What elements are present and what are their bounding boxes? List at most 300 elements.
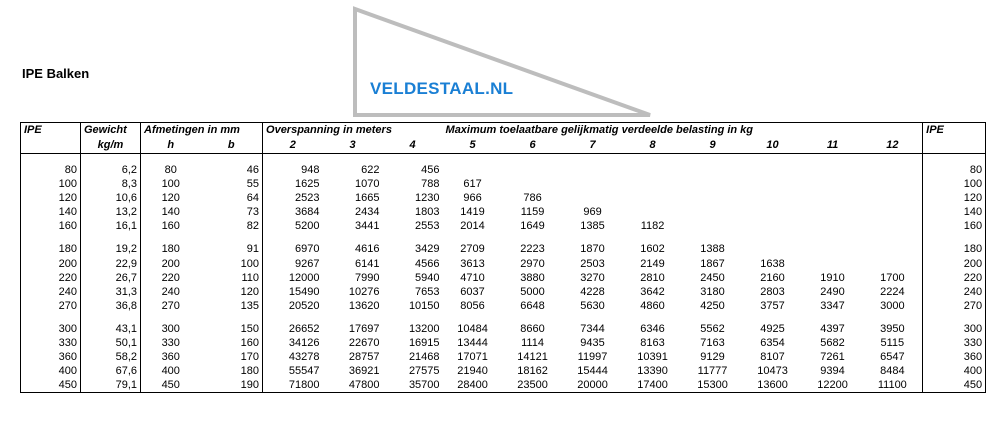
ipe-right-cell: 180 [923, 242, 986, 256]
load-cell: 1700 [880, 271, 905, 284]
load-cell: 10391 [637, 351, 668, 364]
table-row [21, 191, 986, 205]
load-cell: 6354 [760, 337, 785, 350]
h-cell: 240 [161, 285, 180, 298]
load-cell: 35700 [383, 378, 443, 393]
load-cell: 1388 [700, 243, 725, 256]
b-cell: 64 [201, 191, 263, 205]
ipe-right-cell: 360 [923, 350, 986, 364]
b-cell: 160 [201, 336, 263, 350]
spacer-cell [503, 313, 563, 322]
h-cell: 270 [161, 299, 180, 312]
load-cell: 16915 [408, 337, 440, 350]
gewicht-cell: 79,1 [81, 378, 141, 393]
load-cell [803, 177, 863, 191]
load-cell: 5115 [880, 337, 905, 350]
load-cell: 5682 [820, 337, 845, 350]
load-cell: 22670 [348, 337, 380, 350]
load-cell: 2503 [580, 257, 605, 270]
spacer-cell [21, 313, 81, 322]
load-cell: 17400 [623, 378, 683, 393]
b-cell: 100 [201, 257, 263, 271]
load-cell: 11997 [577, 351, 608, 364]
spacer-cell [263, 154, 323, 164]
load-cell: 7990 [355, 271, 380, 284]
header-ipe-left: IPE [21, 123, 81, 139]
table-row [21, 205, 986, 219]
load-cell [443, 163, 503, 177]
load-cell [743, 219, 803, 233]
h-cell: 360 [161, 351, 180, 364]
load-cell: 4860 [640, 299, 665, 312]
load-cell [803, 163, 863, 177]
load-cell: 969 [583, 206, 602, 219]
load-cell: 1867 [700, 257, 725, 270]
load-cell: 1070 [355, 178, 380, 191]
header-span-8: 8 [623, 138, 683, 154]
load-cell: 10150 [408, 299, 440, 312]
b-cell: 190 [201, 378, 263, 393]
load-cell: 6141 [355, 257, 380, 270]
load-cell: 4397 [820, 322, 845, 335]
header-span-5: 5 [443, 138, 503, 154]
spacer-cell [443, 313, 503, 322]
header-span-10: 10 [743, 138, 803, 154]
table-row [21, 219, 986, 233]
gewicht-cell: 19,2 [81, 242, 141, 256]
load-cell: 27575 [408, 365, 440, 378]
load-cell: 617 [463, 178, 482, 191]
spacer-cell [141, 233, 201, 242]
load-cell [863, 163, 923, 177]
spacer-row [21, 154, 986, 164]
spacer-cell [21, 154, 81, 164]
spacer-cell [923, 233, 986, 242]
load-cell [863, 257, 923, 271]
header-overspanning: Overspanning in meters [263, 123, 443, 139]
ipe-right-cell: 100 [923, 177, 986, 191]
load-cell: 9267 [295, 257, 320, 270]
ipe-cell: 200 [21, 257, 81, 271]
table-row [21, 364, 986, 378]
load-cell [803, 242, 863, 256]
load-cell: 3180 [700, 285, 725, 298]
spacer-cell [21, 233, 81, 242]
load-cell: 6970 [295, 243, 320, 256]
table-row [21, 257, 986, 271]
spacer-cell [683, 313, 743, 322]
header-h: h [141, 138, 201, 154]
b-cell: 82 [201, 219, 263, 233]
table-row [21, 242, 986, 256]
page-title: IPE Balken [22, 66, 90, 81]
load-cell: 8484 [880, 365, 905, 378]
load-cell: 13200 [408, 322, 440, 335]
spacer-cell [743, 233, 803, 242]
table-row [21, 177, 986, 191]
header-ipe-right-unit [923, 138, 986, 154]
spacer-cell [443, 233, 503, 242]
header-span-4: 4 [383, 138, 443, 154]
spacer-row [21, 313, 986, 322]
logo-triangle [350, 5, 670, 127]
load-cell: 15490 [288, 285, 320, 298]
load-cell [683, 191, 743, 205]
ipe-cell: 220 [21, 271, 81, 285]
load-cell: 2224 [880, 285, 905, 298]
load-cell: 6037 [460, 285, 485, 298]
load-cell: 4616 [355, 243, 380, 256]
spacer-row [21, 233, 986, 242]
load-cell: 3642 [640, 285, 665, 298]
spacer-cell [263, 233, 323, 242]
ipe-right-cell: 330 [923, 336, 986, 350]
load-cell: 948 [301, 164, 320, 176]
header-gewicht: Gewicht [81, 123, 141, 139]
table-row [21, 299, 986, 313]
spacer-cell [383, 233, 443, 242]
spacer-cell [563, 313, 623, 322]
load-cell: 6547 [880, 351, 905, 364]
b-cell: 110 [201, 271, 263, 285]
load-cell: 1803 [415, 206, 440, 219]
spacer-cell [803, 233, 863, 242]
load-cell: 3880 [520, 271, 545, 284]
ipe-right-cell: 400 [923, 364, 986, 378]
load-cell: 17697 [348, 322, 380, 335]
spacer-cell [803, 313, 863, 322]
spacer-cell [201, 313, 263, 322]
load-cell [743, 191, 803, 205]
load-cell [743, 205, 803, 219]
gewicht-cell: 13,2 [81, 205, 141, 219]
load-cell [503, 163, 563, 177]
b-cell: 135 [201, 299, 263, 313]
spacer-cell [623, 313, 683, 322]
load-cell: 1602 [640, 243, 665, 256]
gewicht-cell: 36,8 [81, 299, 141, 313]
ipe-cell: 160 [21, 219, 81, 233]
load-cell [803, 191, 863, 205]
load-cell: 6648 [520, 299, 545, 312]
spacer-cell [563, 154, 623, 164]
table-row [21, 336, 986, 350]
header-span-2: 2 [263, 138, 323, 154]
load-cell: 1182 [640, 220, 665, 233]
load-cell: 9394 [820, 365, 845, 378]
load-cell [863, 191, 923, 205]
load-cell [623, 191, 683, 205]
spacer-cell [323, 233, 383, 242]
load-cell: 7163 [700, 337, 725, 350]
load-cell: 1159 [520, 206, 545, 219]
load-cell: 71800 [263, 378, 323, 393]
b-cell: 170 [201, 350, 263, 364]
ipe-cell: 80 [21, 163, 81, 177]
ipe-right-cell: 160 [923, 219, 986, 233]
spacer-cell [683, 154, 743, 164]
load-cell: 788 [421, 178, 440, 191]
load-cell: 2970 [520, 257, 545, 270]
spacer-cell [743, 154, 803, 164]
gewicht-cell: 58,2 [81, 350, 141, 364]
header-span-3: 3 [323, 138, 383, 154]
load-cell: 14121 [517, 351, 548, 364]
header-span-11: 11 [803, 138, 863, 154]
load-cell: 55547 [288, 365, 320, 378]
load-cell [803, 205, 863, 219]
header-afmetingen: Afmetingen in mm [141, 123, 263, 139]
load-cell [503, 177, 563, 191]
ipe-cell: 100 [21, 177, 81, 191]
ipe-cell: 330 [21, 336, 81, 350]
header-span-7: 7 [563, 138, 623, 154]
load-cell: 1665 [355, 192, 380, 205]
gewicht-cell: 22,9 [81, 257, 141, 271]
load-cell: 13390 [637, 365, 668, 378]
load-cell [563, 191, 623, 205]
load-cell: 10276 [348, 285, 380, 298]
load-cell: 8107 [760, 351, 785, 364]
header-gewicht-unit: kg/m [81, 138, 141, 154]
load-cell: 28400 [443, 378, 503, 393]
h-cell: 140 [161, 206, 180, 219]
table-row [21, 350, 986, 364]
load-cell: 5000 [520, 285, 545, 298]
load-cell: 4925 [760, 322, 785, 335]
load-cell: 9129 [700, 351, 725, 364]
load-cell: 3347 [820, 299, 845, 312]
load-cell: 7344 [580, 322, 605, 335]
load-cell: 3270 [580, 271, 605, 284]
spacer-cell [263, 313, 323, 322]
ipe-cell: 450 [21, 378, 81, 393]
load-cell: 15300 [683, 378, 743, 393]
b-cell: 91 [201, 242, 263, 256]
b-cell: 150 [201, 322, 263, 336]
ipe-right-cell: 270 [923, 299, 986, 313]
spacer-cell [503, 154, 563, 164]
load-cell: 36921 [348, 365, 380, 378]
load-cell [623, 205, 683, 219]
load-cell [683, 163, 743, 177]
header-row-1 [21, 123, 986, 139]
spacer-cell [863, 154, 923, 164]
b-cell: 180 [201, 364, 263, 378]
b-cell: 73 [201, 205, 263, 219]
load-cell: 2450 [700, 271, 725, 284]
load-cell: 2160 [760, 271, 785, 284]
load-cell: 9435 [580, 337, 605, 350]
load-cell: 47800 [323, 378, 383, 393]
load-cell: 5562 [700, 322, 725, 335]
load-cell: 2709 [460, 243, 485, 256]
gewicht-cell: 10,6 [81, 191, 141, 205]
load-cell [743, 163, 803, 177]
load-cell [563, 163, 623, 177]
ipe-right-cell: 220 [923, 271, 986, 285]
b-cell: 46 [201, 163, 263, 177]
load-cell [863, 219, 923, 233]
load-cell: 2014 [460, 220, 485, 233]
h-cell: 160 [161, 220, 180, 233]
load-cell: 5940 [415, 271, 440, 284]
header-row-2 [21, 138, 986, 154]
spacer-cell [201, 233, 263, 242]
header-ipe-right: IPE [923, 123, 986, 139]
gewicht-cell: 8,3 [81, 177, 141, 191]
spacer-cell [201, 154, 263, 164]
spacer-cell [923, 313, 986, 322]
gewicht-cell: 67,6 [81, 364, 141, 378]
load-cell: 15444 [577, 365, 608, 378]
load-cell: 8163 [640, 337, 665, 350]
load-cell [863, 177, 923, 191]
spacer-cell [803, 154, 863, 164]
spacer-cell [863, 313, 923, 322]
load-cell: 26652 [288, 322, 320, 335]
spacer-cell [443, 154, 503, 164]
load-cell [803, 257, 863, 271]
b-cell: 120 [201, 285, 263, 299]
ipe-cell: 120 [21, 191, 81, 205]
load-cell: 786 [523, 192, 542, 205]
load-cell: 1625 [295, 178, 320, 191]
table-body [21, 123, 986, 393]
spacer-cell [743, 313, 803, 322]
load-cell [743, 242, 803, 256]
load-cell: 8660 [520, 322, 545, 335]
load-cell [683, 177, 743, 191]
ipe-right-cell: 80 [923, 163, 986, 177]
load-cell: 2803 [760, 285, 785, 298]
load-cell: 12200 [803, 378, 863, 393]
ipe-table [20, 122, 986, 393]
load-cell: 4250 [700, 299, 725, 312]
h-cell: 100 [161, 178, 180, 191]
ipe-right-cell: 120 [923, 191, 986, 205]
load-cell: 966 [463, 192, 482, 205]
load-cell: 1638 [760, 257, 785, 270]
load-cell: 1910 [820, 271, 845, 284]
gewicht-cell: 50,1 [81, 336, 141, 350]
load-cell [623, 177, 683, 191]
spacer-cell [863, 233, 923, 242]
ipe-right-cell: 140 [923, 205, 986, 219]
load-cell: 6346 [640, 322, 665, 335]
gewicht-cell: 16,1 [81, 219, 141, 233]
load-cell [743, 177, 803, 191]
load-cell: 10473 [757, 365, 788, 378]
spacer-cell [141, 154, 201, 164]
ipe-right-cell: 450 [923, 378, 986, 393]
ipe-right-cell: 200 [923, 257, 986, 271]
header-span-12: 12 [863, 138, 923, 154]
load-cell: 7653 [415, 285, 440, 298]
load-cell [863, 242, 923, 256]
h-cell: 120 [161, 192, 180, 205]
spacer-cell [683, 233, 743, 242]
load-cell: 3441 [355, 220, 380, 233]
load-cell: 5630 [580, 299, 605, 312]
load-cell: 1870 [580, 243, 605, 256]
load-cell: 8056 [460, 299, 485, 312]
h-cell: 180 [161, 243, 180, 256]
load-cell: 21468 [408, 351, 440, 364]
ipe-cell: 180 [21, 242, 81, 256]
h-cell: 330 [161, 337, 180, 350]
ipe-cell: 360 [21, 350, 81, 364]
ipe-right-cell: 300 [923, 322, 986, 336]
h-cell: 450 [141, 378, 201, 393]
spacer-cell [503, 233, 563, 242]
load-cell: 3000 [880, 299, 905, 312]
load-cell: 12000 [288, 271, 320, 284]
load-cell: 18162 [517, 365, 548, 378]
gewicht-cell: 43,1 [81, 322, 141, 336]
load-cell [683, 219, 743, 233]
header-span-6: 6 [503, 138, 563, 154]
header-ipe-left-unit [21, 138, 81, 154]
load-cell: 2434 [355, 206, 380, 219]
spacer-cell [81, 154, 141, 164]
load-cell: 2553 [415, 220, 440, 233]
load-cell: 13600 [743, 378, 803, 393]
load-cell [863, 205, 923, 219]
load-cell: 28757 [348, 351, 380, 364]
load-cell: 456 [421, 164, 440, 176]
load-cell: 3613 [460, 257, 485, 270]
load-cell: 20520 [288, 299, 320, 312]
ipe-cell: 140 [21, 205, 81, 219]
load-cell: 3757 [760, 299, 785, 312]
load-cell [683, 205, 743, 219]
load-cell: 4710 [460, 271, 485, 284]
ipe-cell: 300 [21, 322, 81, 336]
load-cell [563, 177, 623, 191]
load-cell: 1114 [521, 337, 544, 350]
load-cell: 11777 [697, 365, 728, 378]
load-cell: 17071 [457, 351, 488, 364]
ipe-cell: 400 [21, 364, 81, 378]
load-cell: 1419 [460, 206, 485, 219]
load-cell: 3429 [415, 243, 440, 256]
h-cell: 220 [161, 271, 180, 284]
table-row [21, 271, 986, 285]
ipe-cell: 270 [21, 299, 81, 313]
load-cell: 23500 [503, 378, 563, 393]
load-cell: 21940 [457, 365, 488, 378]
load-cell: 13444 [457, 337, 488, 350]
load-cell: 11100 [863, 378, 923, 393]
load-cell: 34126 [288, 337, 320, 350]
load-cell: 7261 [820, 351, 845, 364]
table-row [21, 322, 986, 336]
load-cell: 2490 [820, 285, 845, 298]
gewicht-cell: 26,7 [81, 271, 141, 285]
spacer-cell [323, 313, 383, 322]
load-cell [803, 219, 863, 233]
load-cell: 2523 [295, 192, 320, 205]
spacer-cell [623, 154, 683, 164]
load-cell: 3684 [295, 206, 320, 219]
spacer-cell [563, 233, 623, 242]
ipe-cell: 240 [21, 285, 81, 299]
load-cell: 4566 [415, 257, 440, 270]
load-cell: 4228 [580, 285, 605, 298]
load-cell: 3950 [880, 322, 905, 335]
spacer-cell [323, 154, 383, 164]
